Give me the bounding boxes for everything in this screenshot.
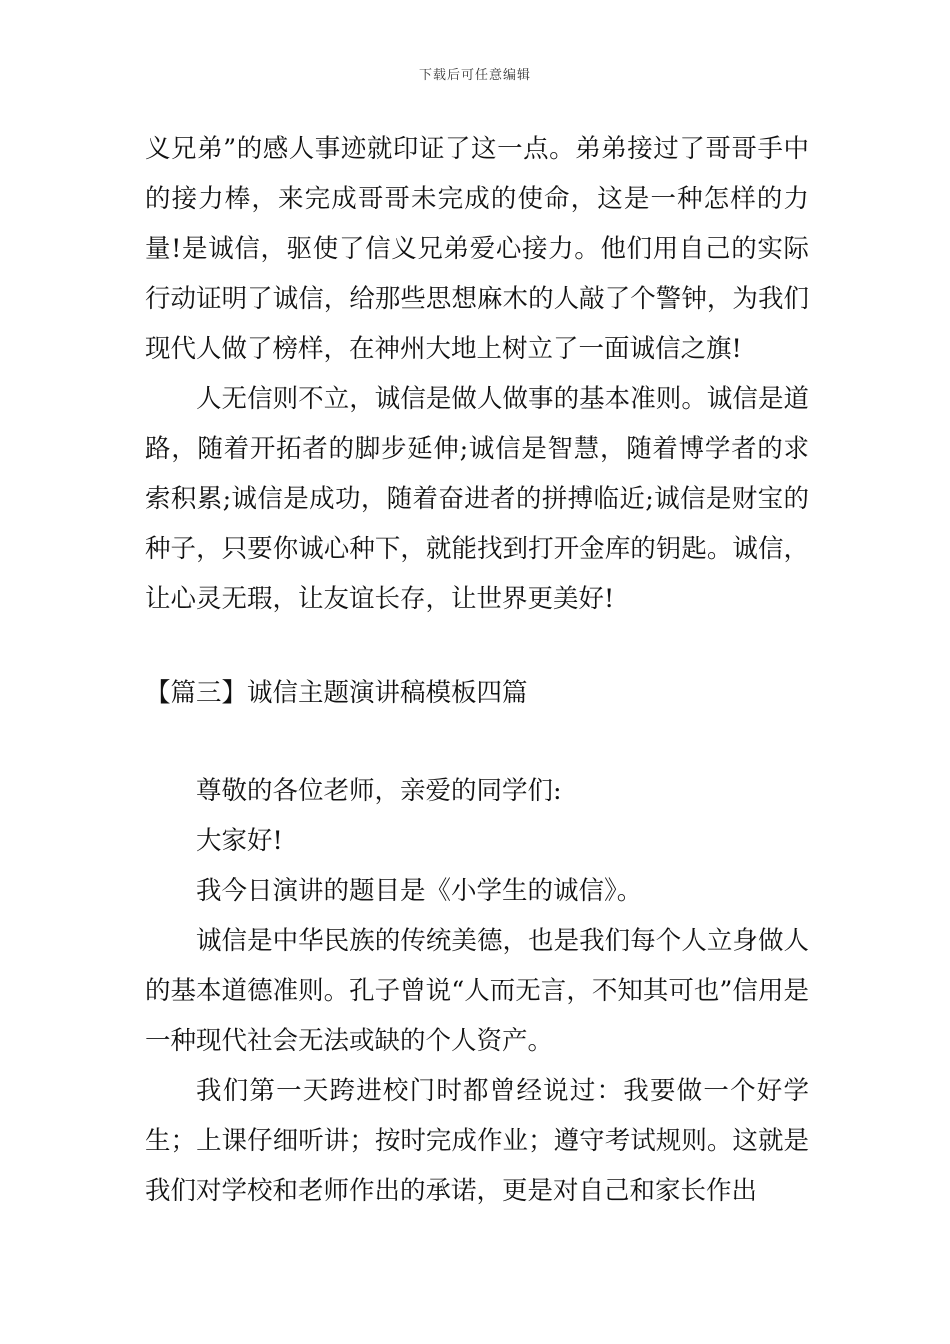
paragraph-traditional-virtue: 诚信是中华民族的传统美德，也是我们每个人立身做人的基本道德准则。孔子曾说“人而无言，不知其可也”信用是一种现代社会无法或缺的个人资产。 xyxy=(145,926,809,1056)
paragraph-salutation: 尊敬的各位老师，亲爱的同学们: xyxy=(196,776,562,806)
page-header: 下载后可任意编辑 xyxy=(418,68,531,83)
paragraph-greeting: 大家好! xyxy=(196,826,283,856)
paragraph-school-promise: 我们第一天跨进校门时都曾经说过：我要做一个好学生；上课仔细听讲；按时完成作业；遵守考试规则。这就是我们对学校和老师作出的承诺，更是对自己和家长作出 xyxy=(145,1076,809,1206)
paragraph-xinyi-brothers: 义兄弟”的感人事迹就印证了这一点。弟弟接过了哥哥手中的接力棒，来完成哥哥未完成的使命，这是一种怎样的力量!是诚信，驱使了信义兄弟爱心接力。他们用自己的实际行动证明了诚信，给那些思想麻木的人敲了个警钟，为我们现代人做了榜样，在神州大地上树立了一面诚信之旗! xyxy=(145,134,809,364)
document-body xyxy=(145,124,809,1216)
paragraph-speech-title: 我今日演讲的题目是《小学生的诚信》。 xyxy=(196,876,643,906)
section-heading: 【篇三】诚信主题演讲稿模板四篇 xyxy=(145,678,528,708)
paragraph-honesty-principle: 人无信则不立，诚信是做人做事的基本准则。诚信是道路，随着开拓者的脚步延伸;诚信是智慧，随着博学者的求索积累;诚信是成功，随着奋进者的拼搏临近;诚信是财宝的种子，只要你诚心种下，就能找到打开金库的钥匙。诚信，让心灵无瑕，让友谊长存，让世界更美好! xyxy=(145,384,809,614)
